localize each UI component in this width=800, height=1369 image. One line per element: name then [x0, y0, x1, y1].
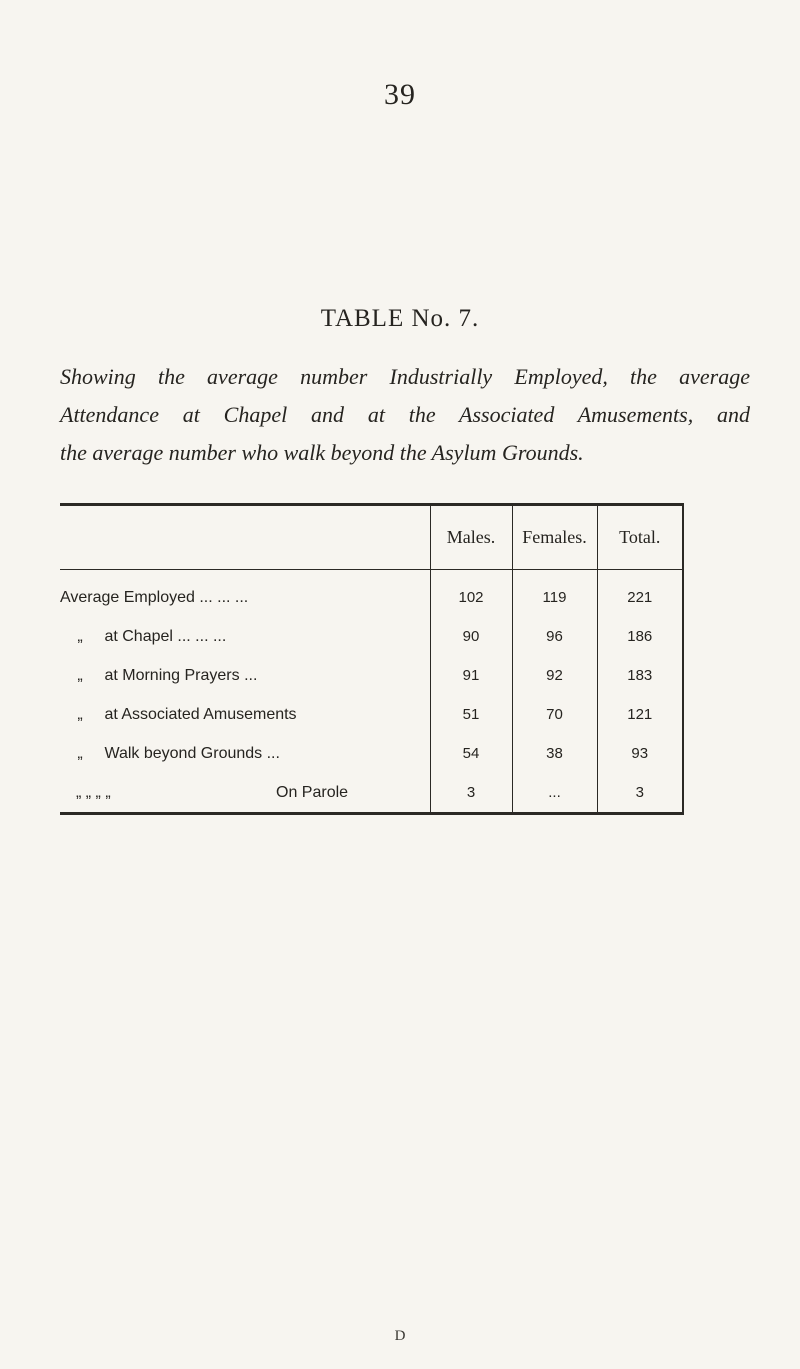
row-label-text: at Morning Prayers ... — [104, 666, 258, 684]
row-label-text: at Associated Amusements — [104, 705, 297, 723]
header-females: Females. — [512, 506, 597, 570]
header-males: Males. — [430, 506, 512, 570]
males-cell: 3 — [430, 773, 512, 812]
females-cell: 96 — [512, 617, 597, 656]
row-label — [60, 695, 430, 734]
males-cell: 91 — [430, 656, 512, 695]
row-label: Average Employed ... ... ... — [60, 588, 249, 606]
table-header-row — [60, 506, 682, 570]
total-cell: 221 — [597, 570, 682, 618]
caption-line: Attendance at Chapel and at the Associated Amusements, and — [60, 402, 750, 427]
total-cell: 121 — [597, 695, 682, 734]
ditto-mark: „ — [77, 705, 83, 723]
caption-line: the average number who walk beyond the Asylum Grounds. — [60, 440, 584, 465]
males-cell: 54 — [430, 734, 512, 773]
header-blank — [60, 506, 430, 570]
males-cell: 102 — [430, 570, 512, 618]
ditto-mark: „ — [77, 666, 83, 684]
table-row — [60, 773, 682, 812]
signature-mark: D — [394, 1328, 406, 1344]
table-title: TABLE No. 7. — [320, 305, 480, 332]
row-label — [60, 656, 430, 695]
females-cell: 92 — [512, 656, 597, 695]
ditto-mark: „ — [77, 744, 83, 762]
total-cell: 3 — [597, 773, 682, 812]
table-row — [60, 656, 682, 695]
total-cell: 186 — [597, 617, 682, 656]
table-row — [60, 617, 682, 656]
females-cell: ... — [512, 773, 597, 812]
females-cell: 38 — [512, 734, 597, 773]
header-total: Total. — [597, 506, 682, 570]
row-label — [60, 734, 430, 773]
ditto-mark: „ — [77, 627, 83, 645]
row-label-text: On Parole — [276, 783, 349, 801]
ditto-mark: „ „ „ „ — [76, 783, 111, 801]
row-label-text: at Chapel ... ... ... — [104, 627, 227, 645]
males-cell: 51 — [430, 695, 512, 734]
table-row — [60, 570, 682, 618]
table-row — [60, 695, 682, 734]
females-cell: 119 — [512, 570, 597, 618]
caption-line: Showing the average number Industrially Employed, the average — [60, 364, 750, 389]
row-label — [60, 617, 430, 656]
table-row — [60, 734, 682, 773]
row-label-text: Walk beyond Grounds ... — [104, 744, 280, 762]
females-cell: 70 — [512, 695, 597, 734]
row-label — [60, 773, 430, 812]
table-caption — [60, 358, 750, 472]
total-cell: 183 — [597, 656, 682, 695]
males-cell: 90 — [430, 617, 512, 656]
page-number: 39 — [384, 78, 416, 111]
total-cell: 93 — [597, 734, 682, 773]
statistics-table — [60, 503, 684, 815]
